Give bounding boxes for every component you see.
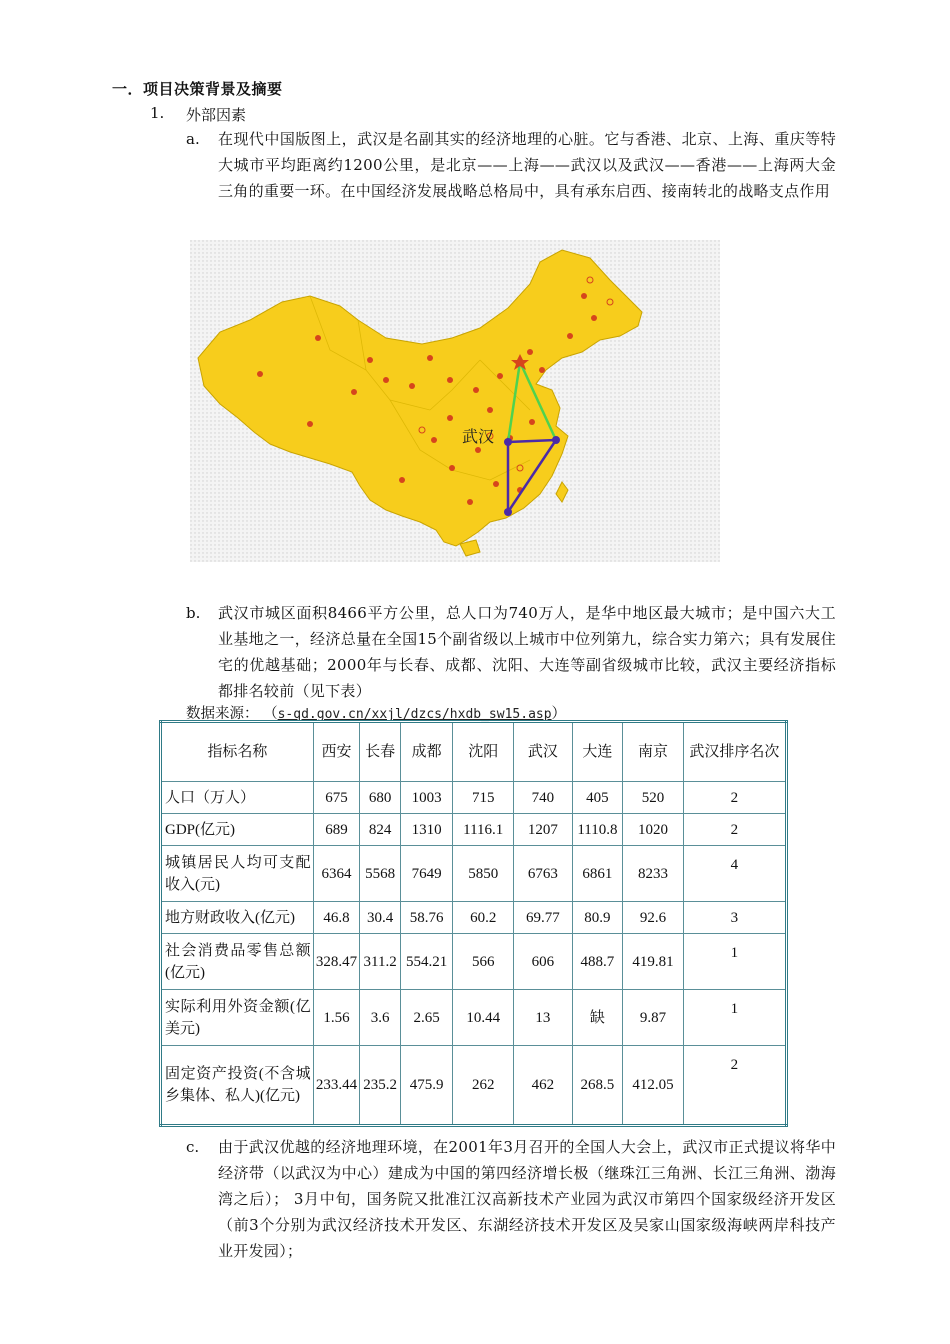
- table-row: [161, 902, 787, 934]
- map-city-label: 武汉: [462, 427, 495, 446]
- table-cell: 328.47: [313, 934, 360, 990]
- item-marker-c: c.: [186, 1138, 200, 1156]
- rank-cell: 1: [683, 990, 786, 1046]
- table-row: [161, 990, 787, 1046]
- table-cell: 675: [313, 782, 360, 814]
- table-row: [161, 782, 787, 814]
- table-cell: 566: [453, 934, 514, 990]
- source-label: 数据来源：: [186, 706, 259, 722]
- row-label: GDP(亿元): [161, 814, 314, 846]
- table-cell: 235.2: [360, 1046, 400, 1126]
- china-map-image: [190, 240, 720, 562]
- table-row: [161, 814, 787, 846]
- row-label: 地方财政收入(亿元): [161, 902, 314, 934]
- source-open-paren: （: [263, 706, 278, 722]
- table-cell: 405: [572, 782, 623, 814]
- table-cell: 606: [514, 934, 573, 990]
- header-cell: 南京: [623, 722, 684, 782]
- rank-cell: 2: [683, 1046, 786, 1126]
- table-cell: 46.8: [313, 902, 360, 934]
- rank-cell: 2: [683, 782, 786, 814]
- table-cell: 缺: [572, 990, 623, 1046]
- table-cell: 92.6: [623, 902, 684, 934]
- header-cell: 成都: [400, 722, 453, 782]
- paragraph-c: 由于武汉优越的经济地理环境，在2001年3月召开的全国人大会上，武汉市正式提议将华中经济带（以武汉为中心）建成为中国的第四经济增长极（继珠江三角洲、长江三角洲、渤海湾之后）； 3月中旬，国务院又批准江汉高新技术产业园为武汉市第四个国家级经济开发区（前3个分别为武汉经济技术开发区、东湖经济技术开发区及吴家山国家级海峡两岸科技产业开发园）；: [218, 1138, 836, 1260]
- source-link[interactable]: s-qd.gov.cn/xxjl/dzcs/hxdb_sw15.asp: [277, 707, 552, 722]
- table-cell: 6364: [313, 846, 360, 902]
- table-cell: 462: [514, 1046, 573, 1126]
- row-label: 人口（万人）: [161, 782, 314, 814]
- table-cell: 2.65: [400, 990, 453, 1046]
- table-cell: 58.76: [400, 902, 453, 934]
- table-cell: 233.44: [313, 1046, 360, 1126]
- table-header-row: [161, 722, 787, 782]
- table-cell: 7649: [400, 846, 453, 902]
- header-cell: 长春: [360, 722, 400, 782]
- source-close-paren: ）: [551, 706, 567, 722]
- rank-cell: 3: [683, 902, 786, 934]
- table-cell: 419.81: [623, 934, 684, 990]
- subsection-number: 1.: [150, 104, 165, 122]
- table-cell: 1003: [400, 782, 453, 814]
- table-cell: 1020: [623, 814, 684, 846]
- rank-cell: 4: [683, 846, 786, 902]
- table-cell: 740: [514, 782, 573, 814]
- table-cell: 9.87: [623, 990, 684, 1046]
- table-cell: 5568: [360, 846, 400, 902]
- header-cell: 沈阳: [453, 722, 514, 782]
- table-cell: 475.9: [400, 1046, 453, 1126]
- table-cell: 311.2: [360, 934, 400, 990]
- table-cell: 1310: [400, 814, 453, 846]
- table-cell: 520: [623, 782, 684, 814]
- header-cell: 武汉: [514, 722, 573, 782]
- table-row: [161, 846, 787, 902]
- item-marker-a: a.: [186, 130, 200, 148]
- paragraph-b: 武汉市城区面积8466平方公里，总人口为740万人，是华中地区最大城市；是中国六大工业基地之一，经济总量在全国15个副省级以上城市中位列第九，综合实力第六；具有发展住宅的优越基础；2000年与长春、成都、沈阳、大连等副省级城市比较，武汉主要经济指标都排名较前（见下表）: [218, 604, 836, 700]
- table-cell: 80.9: [572, 902, 623, 934]
- table-cell: 6763: [514, 846, 573, 902]
- header-cell: 西安: [313, 722, 360, 782]
- subsection-title: 外部因素: [186, 106, 247, 124]
- table-cell: 8233: [623, 846, 684, 902]
- table-row: [161, 934, 787, 990]
- table-cell: 6861: [572, 846, 623, 902]
- header-cell: 指标名称: [161, 722, 314, 782]
- table-cell: 262: [453, 1046, 514, 1126]
- economic-indicators-table: [159, 720, 788, 1127]
- table-cell: 5850: [453, 846, 514, 902]
- row-label: 社会消费品零售总额(亿元): [161, 934, 314, 990]
- table-cell: 715: [453, 782, 514, 814]
- table-cell: 824: [360, 814, 400, 846]
- row-label: 城镇居民人均可支配收入(元): [161, 846, 314, 902]
- table-cell: 1207: [514, 814, 573, 846]
- rank-cell: 2: [683, 814, 786, 846]
- table-cell: 488.7: [572, 934, 623, 990]
- table-cell: 412.05: [623, 1046, 684, 1126]
- table-row: [161, 1046, 787, 1126]
- table-cell: 689: [313, 814, 360, 846]
- table-cell: 13: [514, 990, 573, 1046]
- table-cell: 30.4: [360, 902, 400, 934]
- table-cell: 60.2: [453, 902, 514, 934]
- header-cell: 武汉排序名次: [683, 722, 786, 782]
- row-label: 实际利用外资金额(亿美元): [161, 990, 314, 1046]
- paragraph-a: 在现代中国版图上，武汉是名副其实的经济地理的心脏。它与香港、北京、上海、重庆等特大城市平均距离约1200公里，是北京——上海——武汉以及武汉——香港——上海两大金三角的重要一环。在中国经济发展战略总格局中，具有承东启西、接南转北的战略支点作用: [218, 130, 836, 200]
- table-cell: 69.77: [514, 902, 573, 934]
- table-cell: 10.44: [453, 990, 514, 1046]
- table-cell: 1116.1: [453, 814, 514, 846]
- rank-cell: 1: [683, 934, 786, 990]
- table-cell: 268.5: [572, 1046, 623, 1126]
- header-cell: 大连: [572, 722, 623, 782]
- section-heading: 一．项目决策背景及摘要: [112, 80, 283, 98]
- row-label: 固定资产投资(不含城乡集体、私人)(亿元): [161, 1046, 314, 1126]
- table-cell: 3.6: [360, 990, 400, 1046]
- table-cell: 1.56: [313, 990, 360, 1046]
- item-marker-b: b.: [186, 604, 201, 622]
- table-cell: 680: [360, 782, 400, 814]
- table-cell: 554.21: [400, 934, 453, 990]
- table-cell: 1110.8: [572, 814, 623, 846]
